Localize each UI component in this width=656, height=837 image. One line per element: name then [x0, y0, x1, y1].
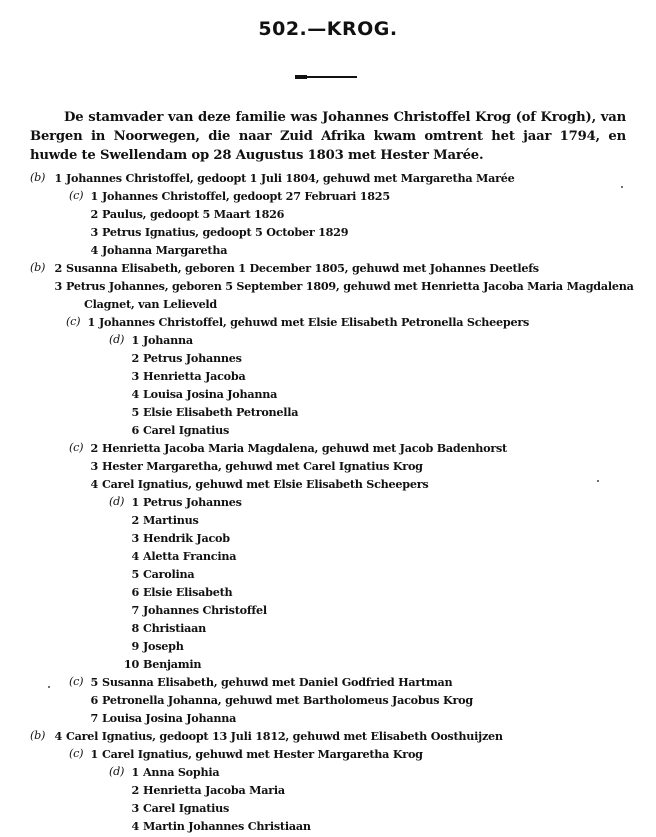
entry-number: 5 [131, 405, 139, 419]
entry-text: Carel Ignatius [143, 423, 230, 437]
entry-text: Hester Margaretha, gehuwd met Carel Ignatius Krog [102, 459, 423, 473]
generation-marker: (c) [69, 747, 84, 760]
print-speck [621, 186, 623, 188]
entry-number: 8 [131, 621, 139, 635]
entry-text: Carel Ignatius, gedoopt 13 Juli 1812, gehuwd met Elisabeth Oosthuijzen [66, 729, 503, 743]
entry-number: 2 [131, 351, 139, 365]
entry-text: Hendrik Jacob [143, 531, 230, 545]
entry-number: 1 [87, 315, 95, 329]
entry-text: Henrietta Jacoba Maria Magdalena, gehuwd met Jacob Badenhorst [102, 441, 507, 455]
generation-marker: (c) [69, 189, 84, 202]
entry-text: Susanna Elisabeth, geboren 1 December 1805, gehuwd met Johannes Deetlefs [66, 261, 539, 275]
entry-text: Aletta Francina [143, 549, 237, 563]
entry-text: Martinus [143, 513, 199, 527]
page-title: 502.—KROG. [258, 18, 398, 40]
entry-number: 5 [131, 567, 139, 581]
entry-text: Petrus Johannes [143, 351, 242, 365]
intro-paragraph [30, 108, 626, 165]
entry-text: Clagnet, van Lelieveld [84, 297, 218, 311]
entry-text: Paulus, gedoopt 5 Maart 1826 [102, 207, 285, 221]
entry-number: 1 [54, 171, 62, 185]
entry-text: Johanna Margaretha [102, 243, 228, 257]
entry-number: 4 [90, 477, 98, 491]
entry-number: 2 [131, 513, 139, 527]
entry-text: Carel Ignatius, gehuwd met Elsie Elisabeth Scheepers [102, 477, 429, 491]
entry-number: 3 [90, 459, 98, 473]
entry-number: 4 [90, 243, 98, 257]
entry-number: 2 [131, 783, 139, 797]
entry-number: 9 [131, 639, 139, 653]
entry-number: 3 [131, 369, 139, 383]
intro-text: De stamvader van deze familie was Johannes Christoffel Krog (of Krogh), van Bergen in Noorwegen, die naar Zuid Afrika kwam omtrent het jaar 1794, en huwde te Swellendam op 28 Augustus 1803 met Hester Marée. [30, 110, 626, 163]
entry-number: 7 [131, 603, 139, 617]
entry-number: 1 [90, 747, 98, 761]
entry-number: 2 [54, 261, 62, 275]
entry-number: 3 [131, 801, 139, 815]
generation-marker: (b) [30, 261, 46, 274]
entry-number: 2 [90, 441, 98, 455]
entry-number: 1 [131, 765, 139, 779]
entry-text: Joseph [143, 639, 184, 653]
entry-text: Louisa Josina Johanna [143, 387, 278, 401]
entry-text: Susanna Elisabeth, gehuwd met Daniel Godfried Hartman [102, 675, 453, 689]
entry-text: Petrus Johannes [143, 495, 242, 509]
generation-marker: (b) [30, 729, 46, 742]
entry-number: 3 [54, 279, 62, 293]
generation-marker: (c) [69, 441, 84, 454]
entry-text: Christiaan [143, 621, 207, 635]
entry-text: Carel Ignatius [143, 801, 230, 815]
entry-number: 6 [131, 423, 139, 437]
entry-number: 1 [90, 189, 98, 203]
entry-number: 2 [90, 207, 98, 221]
entry-text: Elsie Elisabeth Petronella [143, 405, 299, 419]
entry-text: Martin Johannes Christiaan [143, 819, 311, 833]
generation-marker: (d) [109, 495, 125, 508]
entry-text: Henrietta Jacoba [143, 369, 246, 383]
print-speck [48, 686, 50, 688]
entry-number: 1 [131, 333, 139, 347]
entry-text: Carolina [143, 567, 195, 581]
entry-text: Johanna [143, 333, 193, 347]
entry-number: 7 [90, 711, 98, 725]
entry-number: 4 [54, 729, 62, 743]
generation-marker: (c) [69, 675, 84, 688]
entry-text: Louisa Josina Johanna [102, 711, 237, 725]
entry-text: Petrus Ignatius, gedoopt 5 October 1829 [102, 225, 349, 239]
entry-number: 4 [131, 549, 139, 563]
entry-text: Johannes Christoffel [143, 603, 267, 617]
entry-number: 1 [131, 495, 139, 509]
entry-number: 10 [123, 657, 139, 671]
entry-text: Anna Sophia [143, 765, 220, 779]
generation-marker: (d) [109, 765, 125, 778]
entry-text: Elsie Elisabeth [143, 585, 233, 599]
entry-text: Petronella Johanna, gehuwd met Bartholomeus Jacobus Krog [102, 693, 473, 707]
entry-text: Henrietta Jacoba Maria [143, 783, 285, 797]
entry-text: Petrus Johannes, geboren 5 September 1809, gehuwd met Henrietta Jacoba Maria Magdalena [66, 279, 634, 293]
title-divider [295, 76, 357, 78]
entry-text: Johannes Christoffel, gehuwd met Elsie Elisabeth Petronella Scheepers [99, 315, 530, 329]
entry-number: 6 [90, 693, 98, 707]
entry-text: Johannes Christoffel, gedoopt 1 Juli 1804, gehuwd met Margaretha Marée [66, 171, 515, 185]
entry-text: Benjamin [143, 657, 202, 671]
print-speck [597, 480, 599, 482]
entry-number: 6 [131, 585, 139, 599]
generation-marker: (c) [66, 315, 81, 328]
generation-marker: (b) [30, 171, 46, 184]
entry-number: 3 [131, 531, 139, 545]
entry-text: Johannes Christoffel, gedoopt 27 Februari 1825 [102, 189, 390, 203]
entry-number: 5 [90, 675, 98, 689]
generation-marker: (d) [109, 333, 125, 346]
entry-text: Carel Ignatius, gehuwd met Hester Margaretha Krog [102, 747, 423, 761]
entry-number: 4 [131, 819, 139, 833]
entry-number: 3 [90, 225, 98, 239]
entry-number: 4 [131, 387, 139, 401]
